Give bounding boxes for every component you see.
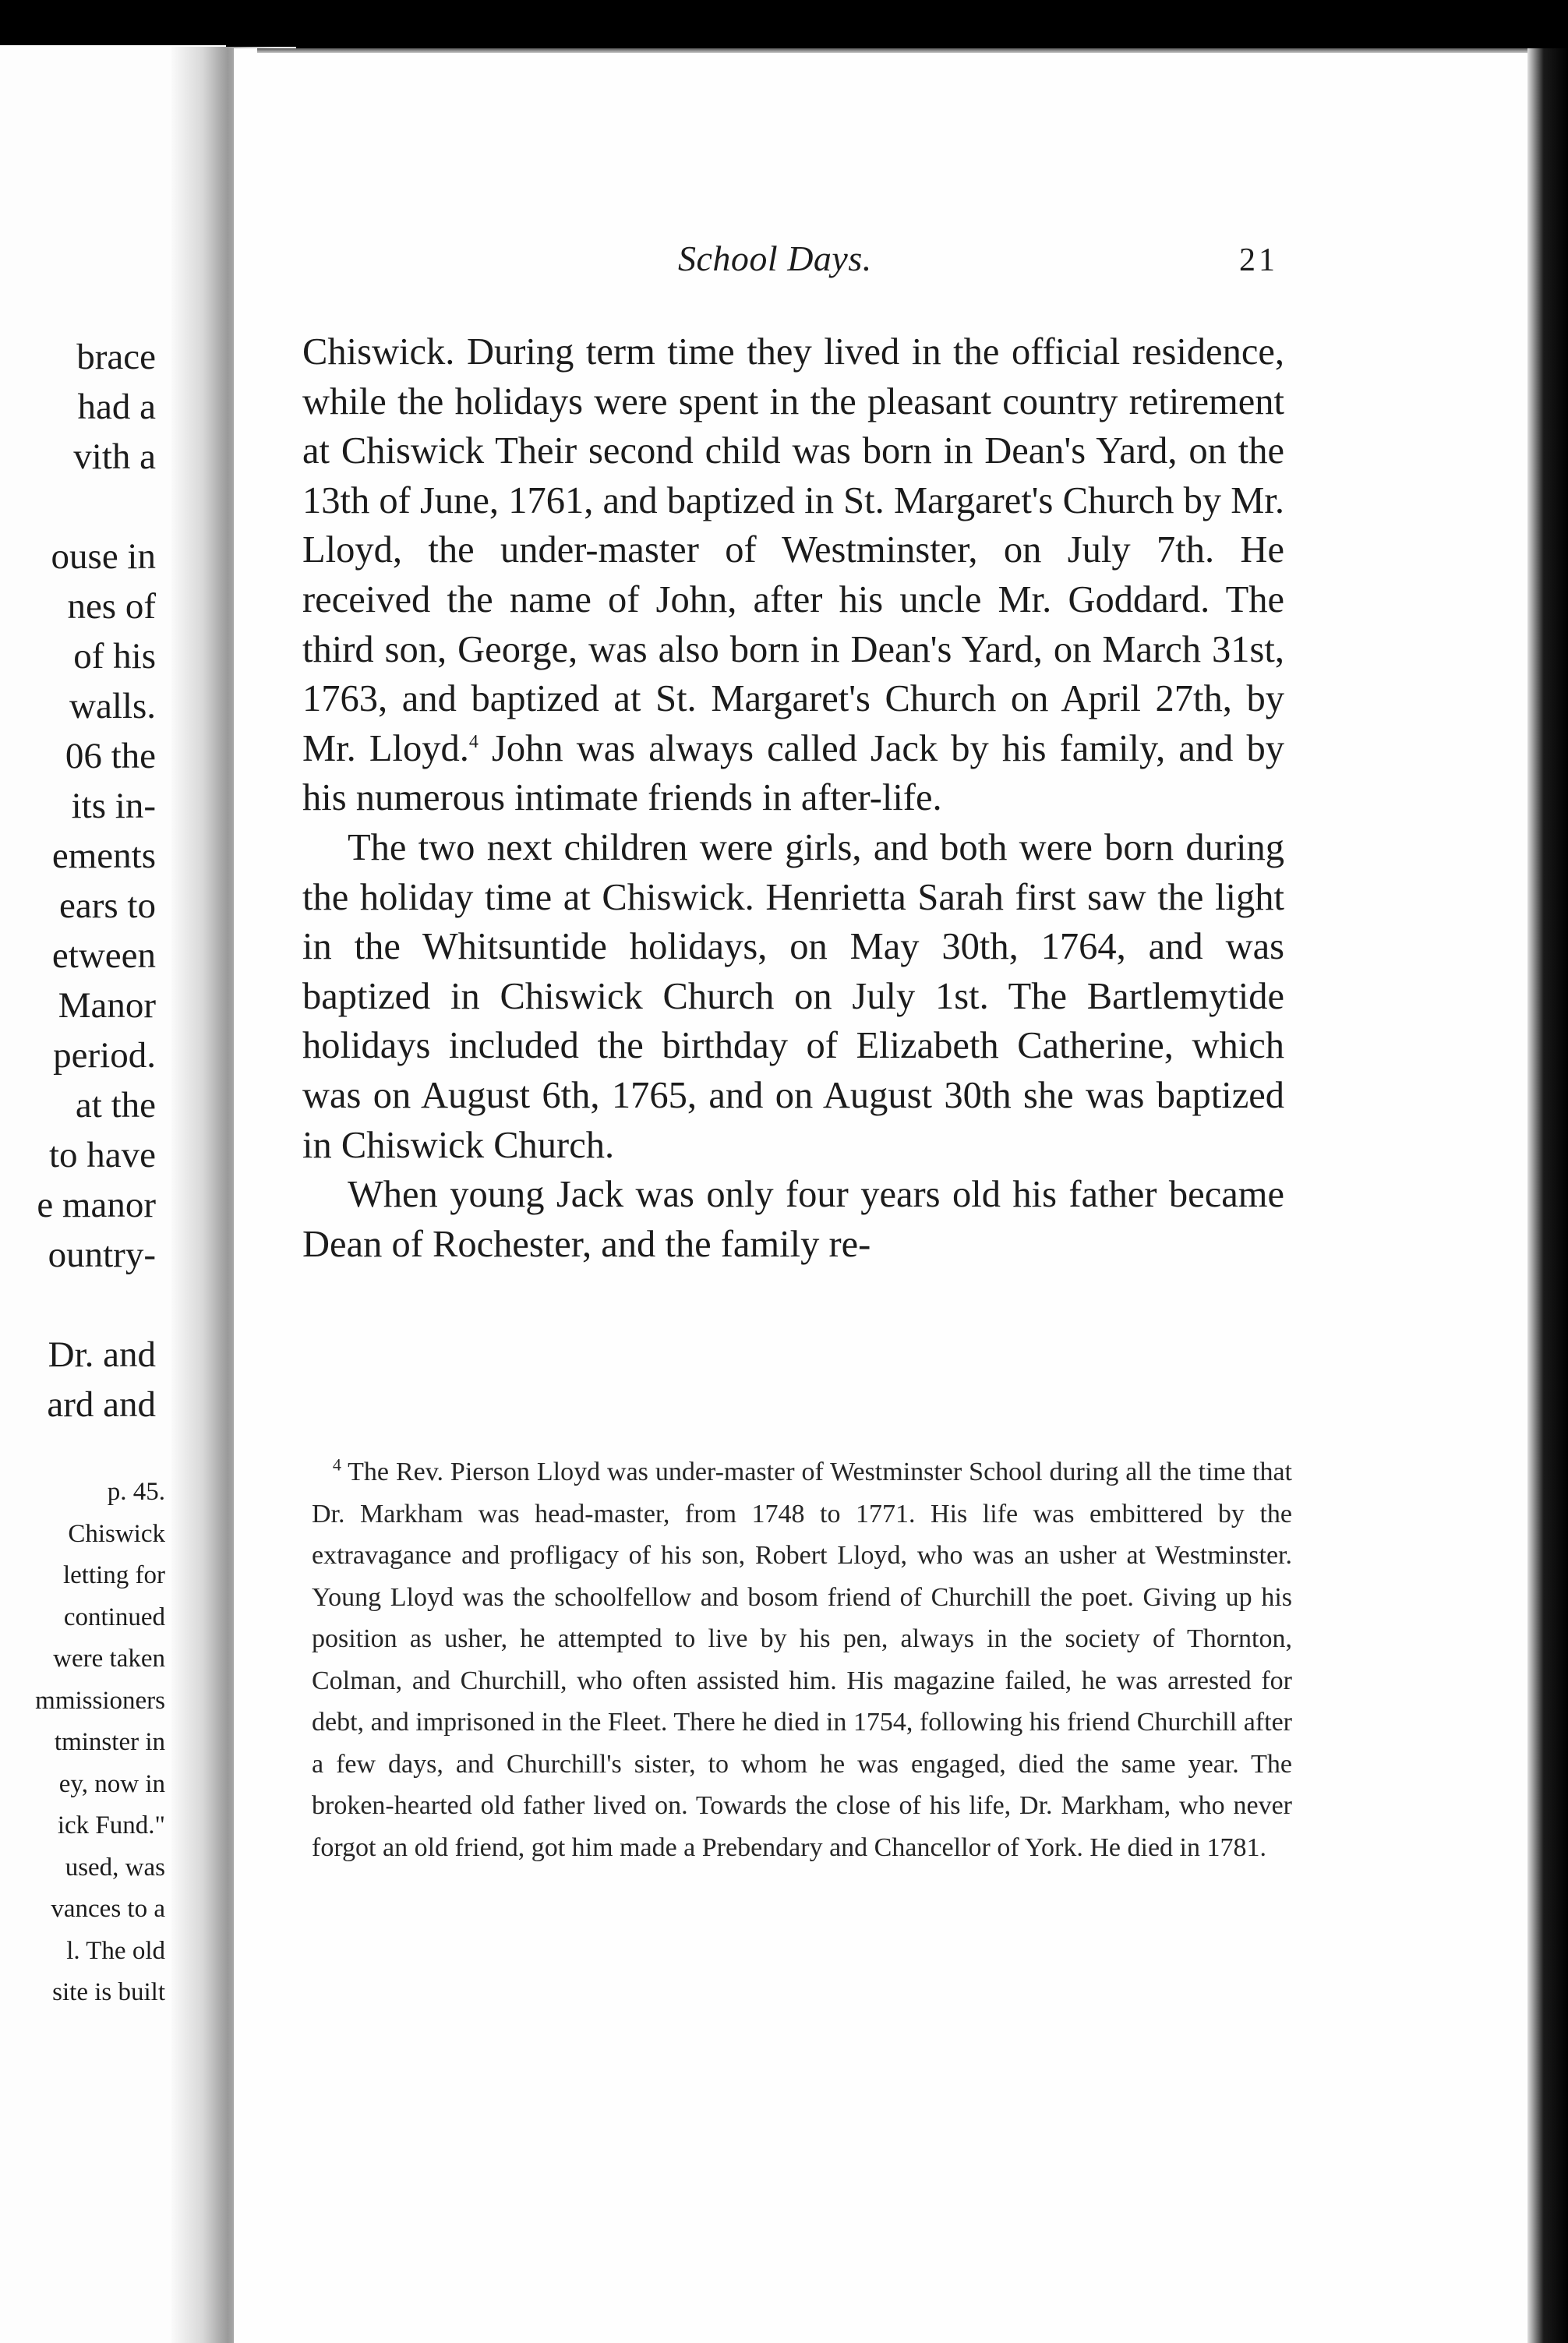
previous-page-note-line: l. The old [66, 1936, 165, 1965]
paragraph: The two next children were girls, and both were born during the holiday time at Chiswick. Henrietta Sarah first saw the light in the Whitsuntide holidays, on May 30th, 1764, and was baptized in Chiswick Church on July 1st. The Bartlemytide holidays included the birthday of Elizabeth Catherine, which was on August 6th, 1765, and on August 30th she was baptized in Chiswick Church. [302, 826, 1284, 1166]
previous-page-line: ard and [47, 1384, 156, 1425]
previous-page-line: walls. [69, 686, 156, 726]
previous-page-note-line: site is built [52, 1978, 165, 2006]
paragraph-text: John was always called Jack by his family, and by his numerous intimate friends in after-life. [302, 727, 1285, 819]
running-head: School Days. [678, 239, 872, 278]
page-right-edge-shadow [1527, 48, 1568, 2343]
page-number: 21 [1239, 242, 1278, 278]
footnote-text: The Rev. Pierson Lloyd was under-master of Westminster School during all the time that Dr. Markham was head-master, from 1748 to 1771. His life was embittered by the extravagance and profligacy of his son, Robert Lloyd, who was an usher at Westminster. Young Lloyd was the schoolfellow and bosom friend of Churchill the poet. Giving up his position as usher, he attempted to live by his pen, always in the society of Thornton, Colman, and Churchill, who often assisted him. His magazine failed, he was arrested for debt, and imprisoned in the Fleet. There he died in 1754, following his friend Churchill after a few days, and Churchill's sister, to whom he was engaged, died the same year. The broken-hearted old father lived on. Towards the close of his life, Dr. Markham, who never forgot an old friend, got him made a Prebendary and Chancellor of York. He died in 1781. [312, 1458, 1292, 1862]
previous-page-body-text [0, 332, 156, 1429]
paragraph: When young Jack was only four years old his father became Dean of Rochester, and the family re- [302, 1174, 1284, 1265]
previous-page-note-line: used, was [65, 1853, 165, 1882]
previous-page-line: of his [73, 636, 156, 677]
previous-page-note-line: mmissioners [35, 1686, 165, 1715]
previous-page-line: vith a [73, 436, 156, 477]
previous-page-note-line: letting for [62, 1561, 165, 1589]
previous-page-note-line: were taken [53, 1645, 165, 1673]
previous-page-line: ouse in [51, 536, 156, 577]
previous-page-note-line: ey, now in [58, 1769, 165, 1798]
previous-page-line: had a [77, 387, 156, 427]
body-text [302, 327, 1284, 1269]
previous-page-line: ountry- [48, 1235, 156, 1275]
previous-page-line [0, 482, 156, 532]
previous-page-line: brace [76, 337, 156, 377]
previous-page-line: nes of [67, 586, 156, 627]
previous-page-line: etween [51, 935, 156, 976]
paragraph-text: Chiswick. During term time they lived in the official residence, while the holidays were spent in the pleasant country retirement at Chiswick Their second child was born in Dean's Yard, on the 13th of June, 1761, and baptized in St. Margaret's Church by Mr. Lloyd, the under-master of Westminster, on July 7th. He received the name of John, after his uncle Mr. Goddard. The third son, George, was also born in Dean's Yard, on March 31st, 1763, and baptized at St. Margaret's Church on April 27th, by Mr. Lloyd. [302, 331, 1284, 769]
previous-page-line: 06 the [65, 736, 156, 776]
previous-page-line: Manor [58, 985, 156, 1026]
previous-page-line: ements [51, 836, 156, 876]
previous-page-note-line: tminster in [54, 1728, 165, 1756]
footnote [312, 1451, 1292, 1868]
previous-page-note-line: p. 45. [107, 1478, 165, 1506]
footnote-reference: 4 [468, 731, 479, 752]
previous-page-note-line: vances to a [51, 1895, 165, 1923]
page-top-edge [257, 48, 1527, 53]
previous-page-line: Dr. and [48, 1334, 156, 1375]
previous-page-line: e manor [37, 1185, 156, 1225]
paragraph [302, 327, 1284, 823]
previous-page-line: at the [75, 1085, 156, 1126]
previous-page-note-line: continued [63, 1603, 165, 1631]
previous-page-line: ears to [59, 885, 156, 926]
previous-page-line [0, 1280, 156, 1330]
previous-page-note-line: Chiswick [68, 1519, 165, 1548]
footnote-marker: 4 [332, 1454, 341, 1475]
previous-page-line: period. [53, 1035, 156, 1076]
previous-page-line: to have [48, 1135, 156, 1175]
previous-page-footnote-text [0, 1472, 165, 2014]
previous-page-line: its in- [71, 786, 156, 826]
previous-page-note-line: ick Fund." [57, 1811, 165, 1839]
